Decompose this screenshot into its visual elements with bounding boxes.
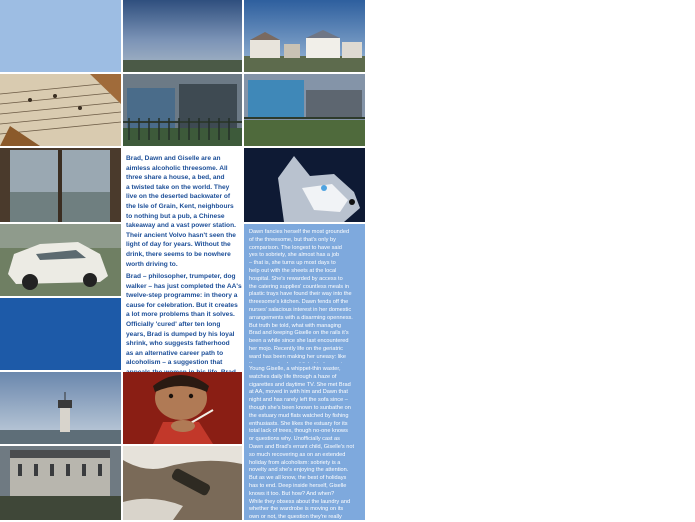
photo-fishing-shacks [123,74,242,146]
giselle-paragraph: Young Giselle, a whippet-thin waster, watches daily life through a haze of cigarettes and daytime TV. She met Brad at AA, moved in with him and Dawn that night and has rarely left the sofa since – though she's been known to sunbathe on the estuary mud flats watched by fishing enthusiasts. She likes the estuary for its total lack of trees, though no-one knows or questions why. Unofficially cast as Dawn and Brad's errant child, Giselle's not so much recovering as on an extended holiday from alcoholism: sobriety is a novelty and she's enjoying the attention. But as we all know, the best of holidays has to end. Deep inside herself, Giselle knows it too. But how? And when? While they obsess about the laundry and whether the wardrobe is moving on its own or not, the question they're really [249,366,355,520]
photo-stormy-sky [123,0,242,72]
photo-bottle-on-mud [123,446,242,520]
dawn-paragraph: Dawn fancies herself the most grounded of the threesome, but that's only by comparison. The longest to have said yes to sobriety, she almost has a job – that is, she turns up most days to help out with the sheets at the local hospital. She's rewarded by access to the catering supplies' countless meals in plastic trays have found their way into the threesome's kitchen. Dawn fends off the nurses' salacious interest in her domestic arrangements with a disarming openness. But truth be told, what with managing Brad and keeping Giselle on the rails it's been a while since she last encountered her mojo. Recently life on the geriatric ward has been making her uneasy: like [249,229,353,360]
photo-old-white-car [0,224,121,296]
photo-blue-hut-field [244,74,365,146]
photo-derelict-building [0,446,121,520]
photo-rainy-window [0,148,121,222]
photo-sheet-music [0,74,121,146]
photo-coastal-cottages [244,0,365,72]
article-column-text [123,148,242,370]
pale-blue-panel [0,0,121,72]
photo-lighthouse [0,372,121,444]
brad-paragraph: Brad – philosopher, trumpeter, dog walker – has just completed the AA's twelve-step programme: in theory a cause for celebration. But it creates a lot more problems than it solves. Officially 'cured' after ten long years, Brad is dumped by his loyal shrink, who suggests fatherhood as an alternative career path to alcoholism – a suggestion that [126,273,242,367]
photo-husky-dog [244,148,365,222]
intro-paragraph: Brad, Dawn and Giselle are an aimless alcoholic threesome. All three share a house, a bed, and a twisted take on the world. They live on the deserted backwater of the Isle of Grain, Kent, neighbours to nothing but a pub, a Chinese takeaway and a vast power station. Their ancient Volvo hasn't seen the light of day for years. Without the drink, there seems to be nowhere worth driving to. [126,155,236,268]
photo-boy-cigarette [123,372,242,444]
dark-blue-panel [0,298,121,370]
character-profiles-column [244,224,365,520]
